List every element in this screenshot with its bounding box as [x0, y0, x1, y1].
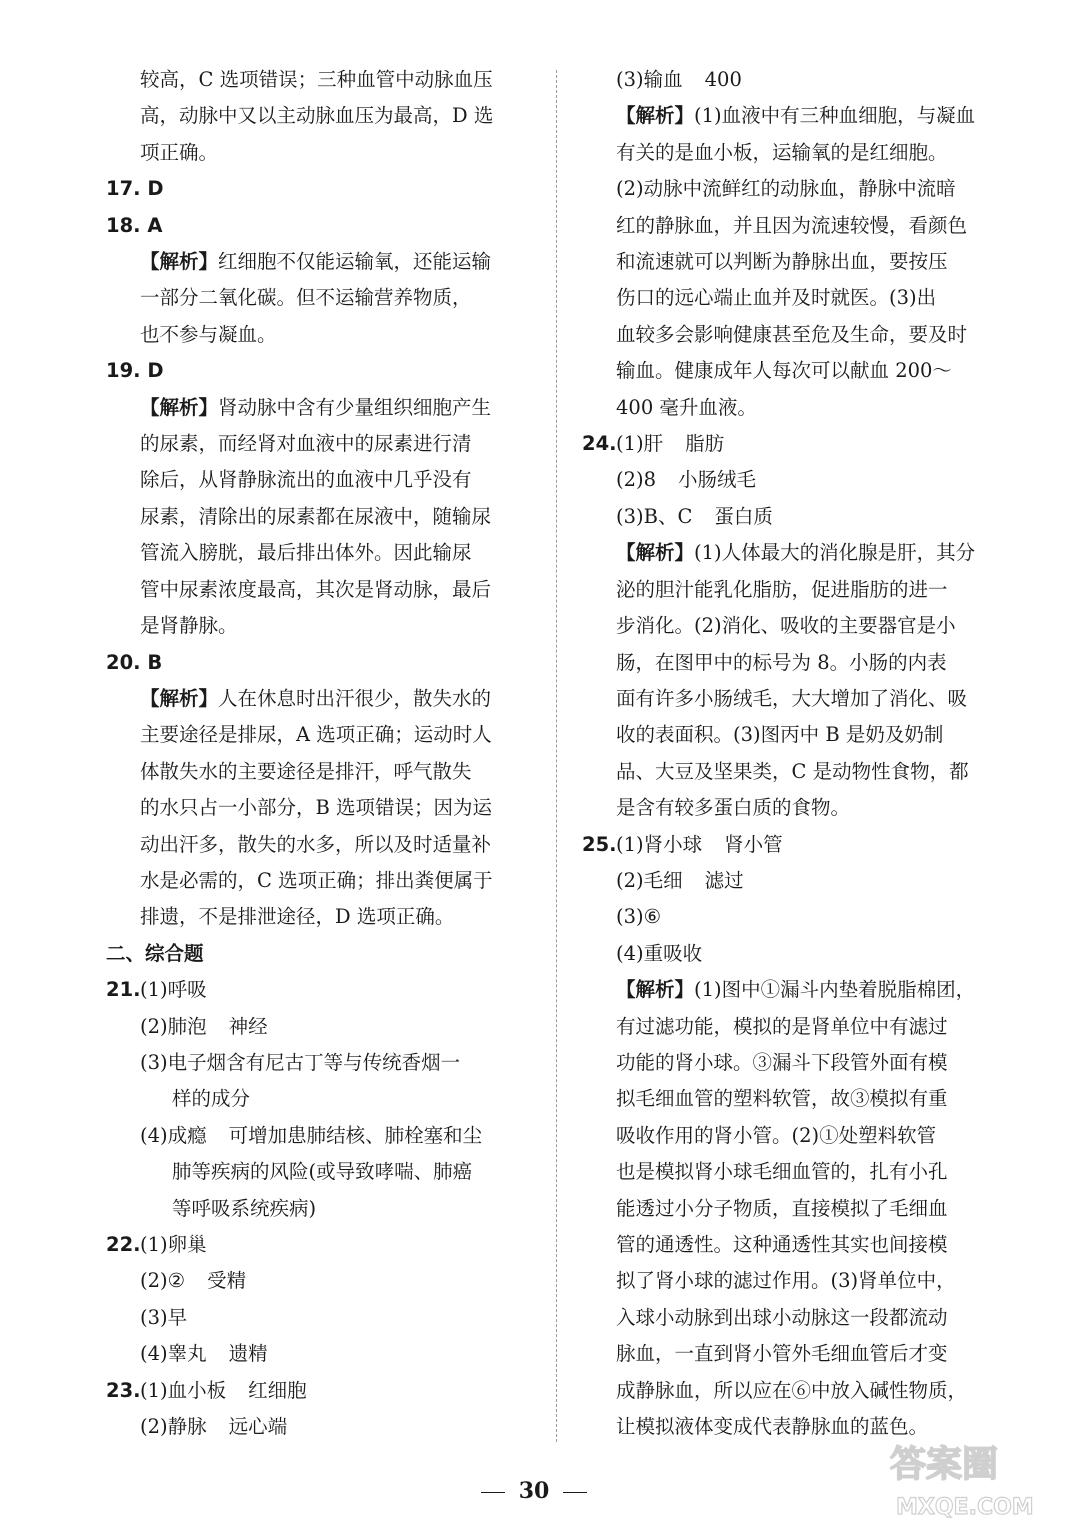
- answer-24-part-2: [582, 462, 1022, 498]
- question-number: 22.: [106, 1233, 141, 1256]
- right-column: [582, 62, 1022, 1445]
- explanation-line: 步消化。(2)消化、吸收的主要器官是小: [616, 614, 956, 638]
- explanation-line: 也不参与凝血。: [140, 322, 277, 346]
- explanation-line: 红的静脉血，并且因为流速较慢，看颜色: [616, 213, 968, 237]
- answer-21-part-1: [106, 972, 538, 1008]
- explanation-line: (2)动脉中流鲜红的动脉血，静脉中流暗: [616, 177, 956, 201]
- explanation-line: 能透过小分子物质，直接模拟了毛细血: [616, 1196, 948, 1220]
- text-line: 高，动脉中又以主动脉血压为最高，D 选: [140, 104, 494, 128]
- explanation-line: [106, 681, 538, 717]
- answer-text: (1)血小板: [140, 1378, 227, 1402]
- answer-22-part-1: [106, 1227, 538, 1263]
- answer-21-part-4-cont: 等呼吸系统疾病): [172, 1196, 317, 1220]
- answer-21-part-4: [106, 1118, 538, 1154]
- answer-text: (1)呼吸: [140, 978, 207, 1002]
- explanation-line: 也是模拟肾小球毛细血管的，扎有小孔: [616, 1160, 948, 1184]
- explanation-line: 伤口的远心端止血并及时就医。(3)出: [616, 286, 937, 310]
- explanation-line: 有关的是血小板，运输氧的是红细胞。: [616, 140, 948, 164]
- explanation-line: 除后，从肾静脉流出的血液中几乎没有: [140, 468, 472, 492]
- section-heading: 二、综合题: [106, 941, 204, 965]
- explanation-line: 体散失水的主要途径是排汗，呼气散失: [140, 759, 472, 783]
- explanation-line: 输血。健康成年人每次可以献血 200～: [616, 359, 952, 383]
- explanation-line: 管的通透性。这种通透性其实也间接模: [616, 1233, 948, 1256]
- explanation-line: 血较多会影响健康甚至危及生命，要及时: [616, 322, 968, 346]
- explanation-line: 尿素，清除出的尿素都在尿液中，随输尿: [140, 504, 492, 528]
- explanation-line: 排遗，不是排泄途径，D 选项正确。: [140, 905, 455, 929]
- explanation-line: 动出汗多，散失的水多，所以及时适量补: [140, 832, 492, 856]
- answer-25-part-3: (3)⑥: [616, 905, 662, 929]
- answer-text: (1)肝: [616, 432, 664, 456]
- answer-text: (1)肾小球: [616, 832, 703, 856]
- watermark-logo: [884, 1432, 1044, 1522]
- answer-25-part-1: [582, 827, 1022, 863]
- explanation-line: 拟毛细血管的塑料软管，故③模拟有重: [616, 1087, 948, 1111]
- answer-text: (2)②: [140, 1269, 186, 1293]
- explanation-line: [582, 972, 1022, 1008]
- answer-text: (1)卵巢: [140, 1233, 207, 1256]
- text-line: 较高，C 选项错误；三种血管中动脉血压: [140, 68, 493, 91]
- answer-text: 受精: [207, 1269, 247, 1293]
- column-divider: [556, 70, 557, 1442]
- question-number: 23.: [106, 1378, 141, 1402]
- answer-25-part-2: [582, 863, 1022, 899]
- answer-text: 遗精: [228, 1342, 268, 1366]
- answer-22-part-4: [106, 1336, 538, 1372]
- analysis-tag: 【解析】: [140, 250, 219, 274]
- explanation-line: 水是必需的，C 选项正确；排出粪便属于: [140, 868, 493, 892]
- explanation-line: 品、大豆及坚果类，C 是动物性食物，都: [616, 759, 969, 783]
- explanation-line: 和流速就可以判断为静脉出血，要按压: [616, 250, 948, 274]
- answer-19: 19. D: [106, 359, 164, 383]
- explanation-line: 是含有较多蛋白质的食物。: [616, 796, 851, 820]
- explanation-text: (1)人体最大的消化腺是肝，其分: [694, 541, 976, 565]
- answer-17: 17. D: [106, 177, 164, 201]
- question-number: 24.: [582, 432, 617, 456]
- answer-21-part-2: [106, 1009, 538, 1045]
- explanation-line: 面有许多小肠绒毛，大大增加了消化、吸: [616, 686, 968, 710]
- answer-text: 肾小管: [724, 832, 783, 856]
- answer-24-part-1: [582, 426, 1022, 462]
- explanation-line: 脉血，一直到肾小管外毛细血管后才变: [616, 1342, 948, 1366]
- answer-text: 远心端: [228, 1415, 288, 1439]
- answer-21-part-3-cont: 样的成分: [172, 1087, 251, 1111]
- explanation-line: [582, 535, 1022, 571]
- explanation-text: (1)图中①漏斗内垫着脱脂棉团，: [694, 978, 976, 1002]
- page-number: 30: [518, 1478, 550, 1504]
- answer-text: 神经: [228, 1014, 268, 1038]
- answer-text: 滤过: [704, 868, 744, 892]
- answer-24-part-3: [582, 499, 1022, 535]
- analysis-tag: 【解析】: [616, 978, 695, 1002]
- explanation-line: 主要途径是排尿，A 选项正确；运动时人: [140, 723, 492, 747]
- footer-dash: [481, 1492, 505, 1493]
- explanation-line: 成静脉血，所以应在⑥中放入碱性物质，: [616, 1378, 968, 1402]
- answer-21-part-3: (3)电子烟含有尼古丁等与传统香烟一: [140, 1050, 461, 1074]
- explanation-line: [106, 244, 538, 280]
- analysis-tag: 【解析】: [616, 541, 695, 565]
- explanation-line: 有过滤功能，模拟的是肾单位中有滤过: [616, 1014, 948, 1038]
- footer-dash: [563, 1492, 587, 1493]
- explanation-text: 红细胞不仅能运输氧，还能运输: [218, 250, 492, 274]
- explanation-line: 入球小动脉到出球小动脉这一段都流动: [616, 1305, 948, 1329]
- explanation-line: 400 毫升血液。: [616, 395, 757, 419]
- explanation-line: 管中尿素浓度最高，其次是肾动脉，最后: [140, 577, 492, 601]
- explanation-line: 泌的胆汁能乳化脂肪，促进脂肪的进一: [616, 577, 948, 601]
- answer-18: 18. A: [106, 213, 163, 237]
- answer-text: (4)成瘾: [140, 1123, 207, 1147]
- analysis-tag: 【解析】: [140, 395, 219, 419]
- explanation-line: 一部分二氧化碳。但不运输营养物质，: [140, 286, 472, 310]
- answer-23-part-2: [106, 1409, 538, 1445]
- explanation-text: (1)血液中有三种血细胞，与凝血: [694, 104, 976, 128]
- answer-text: 脂肪: [685, 432, 725, 456]
- explanation-text: 肾动脉中含有少量组织细胞产生: [218, 395, 492, 419]
- answer-23-part-3: [582, 62, 1022, 98]
- answer-text: (4)睾丸: [140, 1342, 207, 1366]
- answer-25-part-4: (4)重吸收: [616, 941, 703, 965]
- answer-text: (2)毛细: [616, 868, 683, 892]
- explanation-line: 肠，在图甲中的标号为 8。小肠的内表: [616, 650, 947, 674]
- answer-text: (2)静脉: [140, 1415, 207, 1439]
- analysis-tag: 【解析】: [616, 104, 695, 128]
- answer-text: 蛋白质: [714, 504, 773, 528]
- explanation-line: [582, 98, 1022, 134]
- watermark-site: MXQE.COM: [896, 1495, 1034, 1520]
- answer-21-part-4-cont: 肺等疾病的风险(或导致哮喘、肺癌: [172, 1160, 473, 1184]
- answer-text: (2)肺泡: [140, 1014, 207, 1038]
- explanation-line: 拟了肾小球的滤过作用。(3)肾单位中，: [616, 1269, 956, 1293]
- explanation-line: 的水只占一小部分，B 选项错误；因为运: [140, 796, 493, 820]
- question-number: 21.: [106, 978, 141, 1002]
- answer-text: 400: [704, 68, 742, 91]
- answer-text: 可增加患肺结核、肺栓塞和尘: [228, 1123, 483, 1147]
- answer-20: 20. B: [106, 650, 163, 674]
- explanation-line: 功能的肾小球。③漏斗下段管外面有模: [616, 1050, 948, 1074]
- answer-22-part-3: (3)早: [140, 1305, 188, 1329]
- explanation-line: 是肾静脉。: [140, 614, 238, 638]
- answer-text: (2)8: [616, 468, 657, 492]
- explanation-line: [106, 390, 538, 426]
- explanation-line: 收的表面积。(3)图丙中 B 是奶及奶制: [616, 723, 944, 747]
- analysis-tag: 【解析】: [140, 686, 219, 710]
- answer-text: 小肠绒毛: [678, 468, 757, 492]
- explanation-line: 吸收作用的肾小管。(2)①处塑料软管: [616, 1123, 937, 1147]
- explanation-line: 管流入膀胱，最后排出体外。因此输尿: [140, 541, 472, 565]
- answer-text: 红细胞: [248, 1378, 307, 1402]
- text-line: 项正确。: [140, 140, 219, 164]
- question-number: 25.: [582, 832, 617, 856]
- answer-22-part-2: [106, 1263, 538, 1299]
- answer-text: (3)输血: [616, 68, 683, 91]
- explanation-text: 人在休息时出汗很少，散失水的: [218, 686, 492, 710]
- answer-text: (3)B、C: [616, 504, 693, 528]
- explanation-line: 的尿素，而经肾对血液中的尿素进行清: [140, 432, 472, 456]
- answer-23-part-1: [106, 1373, 538, 1409]
- left-column: [106, 62, 538, 1445]
- explanation-line: 让模拟液体变成代表静脉血的蓝色。: [616, 1415, 929, 1439]
- watermark-text: 答案圈: [890, 1444, 999, 1485]
